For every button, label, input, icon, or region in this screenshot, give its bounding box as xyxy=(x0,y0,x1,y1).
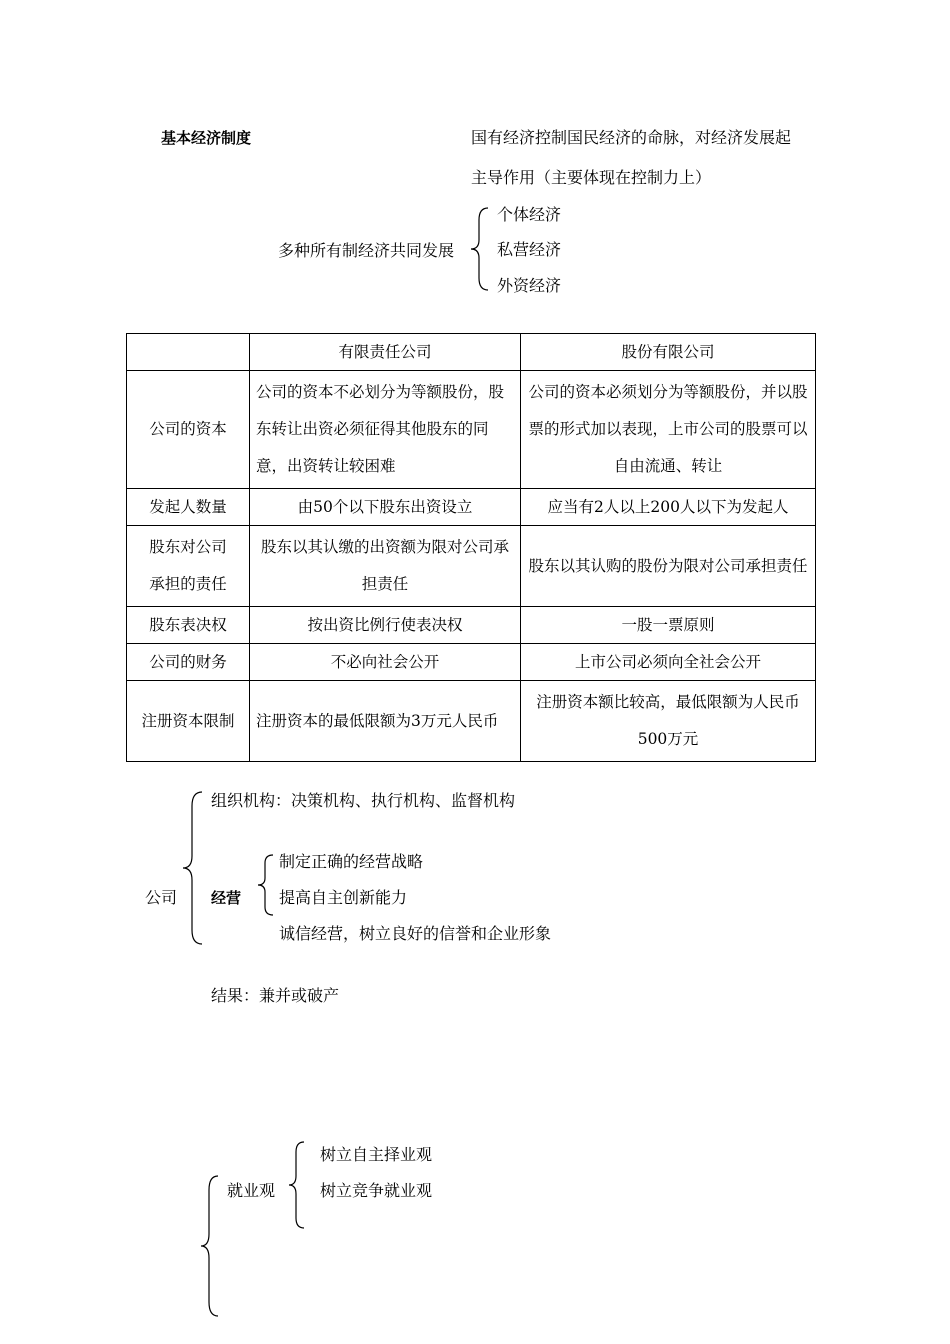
ownership-item: 私营经济 xyxy=(497,240,562,259)
ltd-cell: 公司的资本不必划分为等额股份，股东转让出资必须征得其他股东的同意，出资转让较困难 xyxy=(250,371,521,489)
table-row xyxy=(127,681,816,762)
employment-item: 树立自主择业观 xyxy=(320,1145,433,1164)
table-header-cell xyxy=(127,334,250,371)
share-cell: 应当有2人以上200人以下为发起人 xyxy=(521,489,816,526)
share-cell: 注册资本额比较高，最低限额为人民币500万元 xyxy=(521,681,816,762)
table-row xyxy=(127,644,816,681)
table-row xyxy=(127,489,816,526)
ltd-cell: 由50个以下股东出资设立 xyxy=(250,489,521,526)
state-economy-line2: 主导作用（主要体现在控制力上） xyxy=(471,168,712,187)
table-row xyxy=(127,607,816,644)
operation-item: 制定正确的经营战略 xyxy=(279,852,424,871)
table-header-row xyxy=(127,334,816,371)
row-label: 注册资本限制 xyxy=(127,681,250,762)
ownership-item: 个体经济 xyxy=(497,205,562,224)
table-header-cell: 股份有限公司 xyxy=(521,334,816,371)
organization-structure: 组织机构：决策机构、执行机构、监督机构 xyxy=(211,791,516,810)
ltd-cell: 注册资本的最低限额为3万元人民币 xyxy=(250,681,521,762)
ltd-cell: 按出资比例行使表决权 xyxy=(250,607,521,644)
ltd-cell: 不必向社会公开 xyxy=(250,644,521,681)
table-row xyxy=(127,371,816,489)
operation-item: 提高自主创新能力 xyxy=(279,888,408,907)
multi-ownership-label: 多种所有制经济共同发展 xyxy=(278,241,455,260)
row-label: 发起人数量 xyxy=(127,489,250,526)
employment-item: 树立竞争就业观 xyxy=(320,1181,433,1200)
company-label: 公司 xyxy=(145,888,178,907)
operation-label: 经营 xyxy=(211,889,242,907)
employment-label: 就业观 xyxy=(227,1181,276,1200)
row-label: 公司的资本 xyxy=(127,371,250,489)
row-label: 公司的财务 xyxy=(127,644,250,681)
table-header-cell: 有限责任公司 xyxy=(250,334,521,371)
state-economy-line1: 国有经济控制国民经济的命脉，对经济发展起 xyxy=(471,128,792,147)
left-brace-icon xyxy=(286,1140,306,1230)
result-text: 结果：兼并或破产 xyxy=(211,986,340,1005)
share-cell: 一股一票原则 xyxy=(521,607,816,644)
row-label: 股东对公司承担的责任 xyxy=(127,526,250,607)
share-cell: 上市公司必须向全社会公开 xyxy=(521,644,816,681)
left-brace-icon xyxy=(255,853,275,917)
company-comparison-table xyxy=(126,333,816,762)
ltd-cell: 股东以其认缴的出资额为限对公司承担责任 xyxy=(250,526,521,607)
left-brace-icon xyxy=(180,790,204,948)
table-row xyxy=(127,526,816,607)
ownership-item: 外资经济 xyxy=(497,276,562,295)
left-brace-icon xyxy=(198,1174,220,1320)
share-cell: 公司的资本必须划分为等额股份，并以股票的形式加以表现，上市公司的股票可以自由流通、转让 xyxy=(521,371,816,489)
operation-item: 诚信经营，树立良好的信誉和企业形象 xyxy=(279,924,552,943)
row-label: 股东表决权 xyxy=(127,607,250,644)
share-cell: 股东以其认购的股份为限对公司承担责任 xyxy=(521,526,816,607)
economy-heading: 基本经济制度 xyxy=(161,129,252,147)
left-brace-icon xyxy=(468,206,490,292)
